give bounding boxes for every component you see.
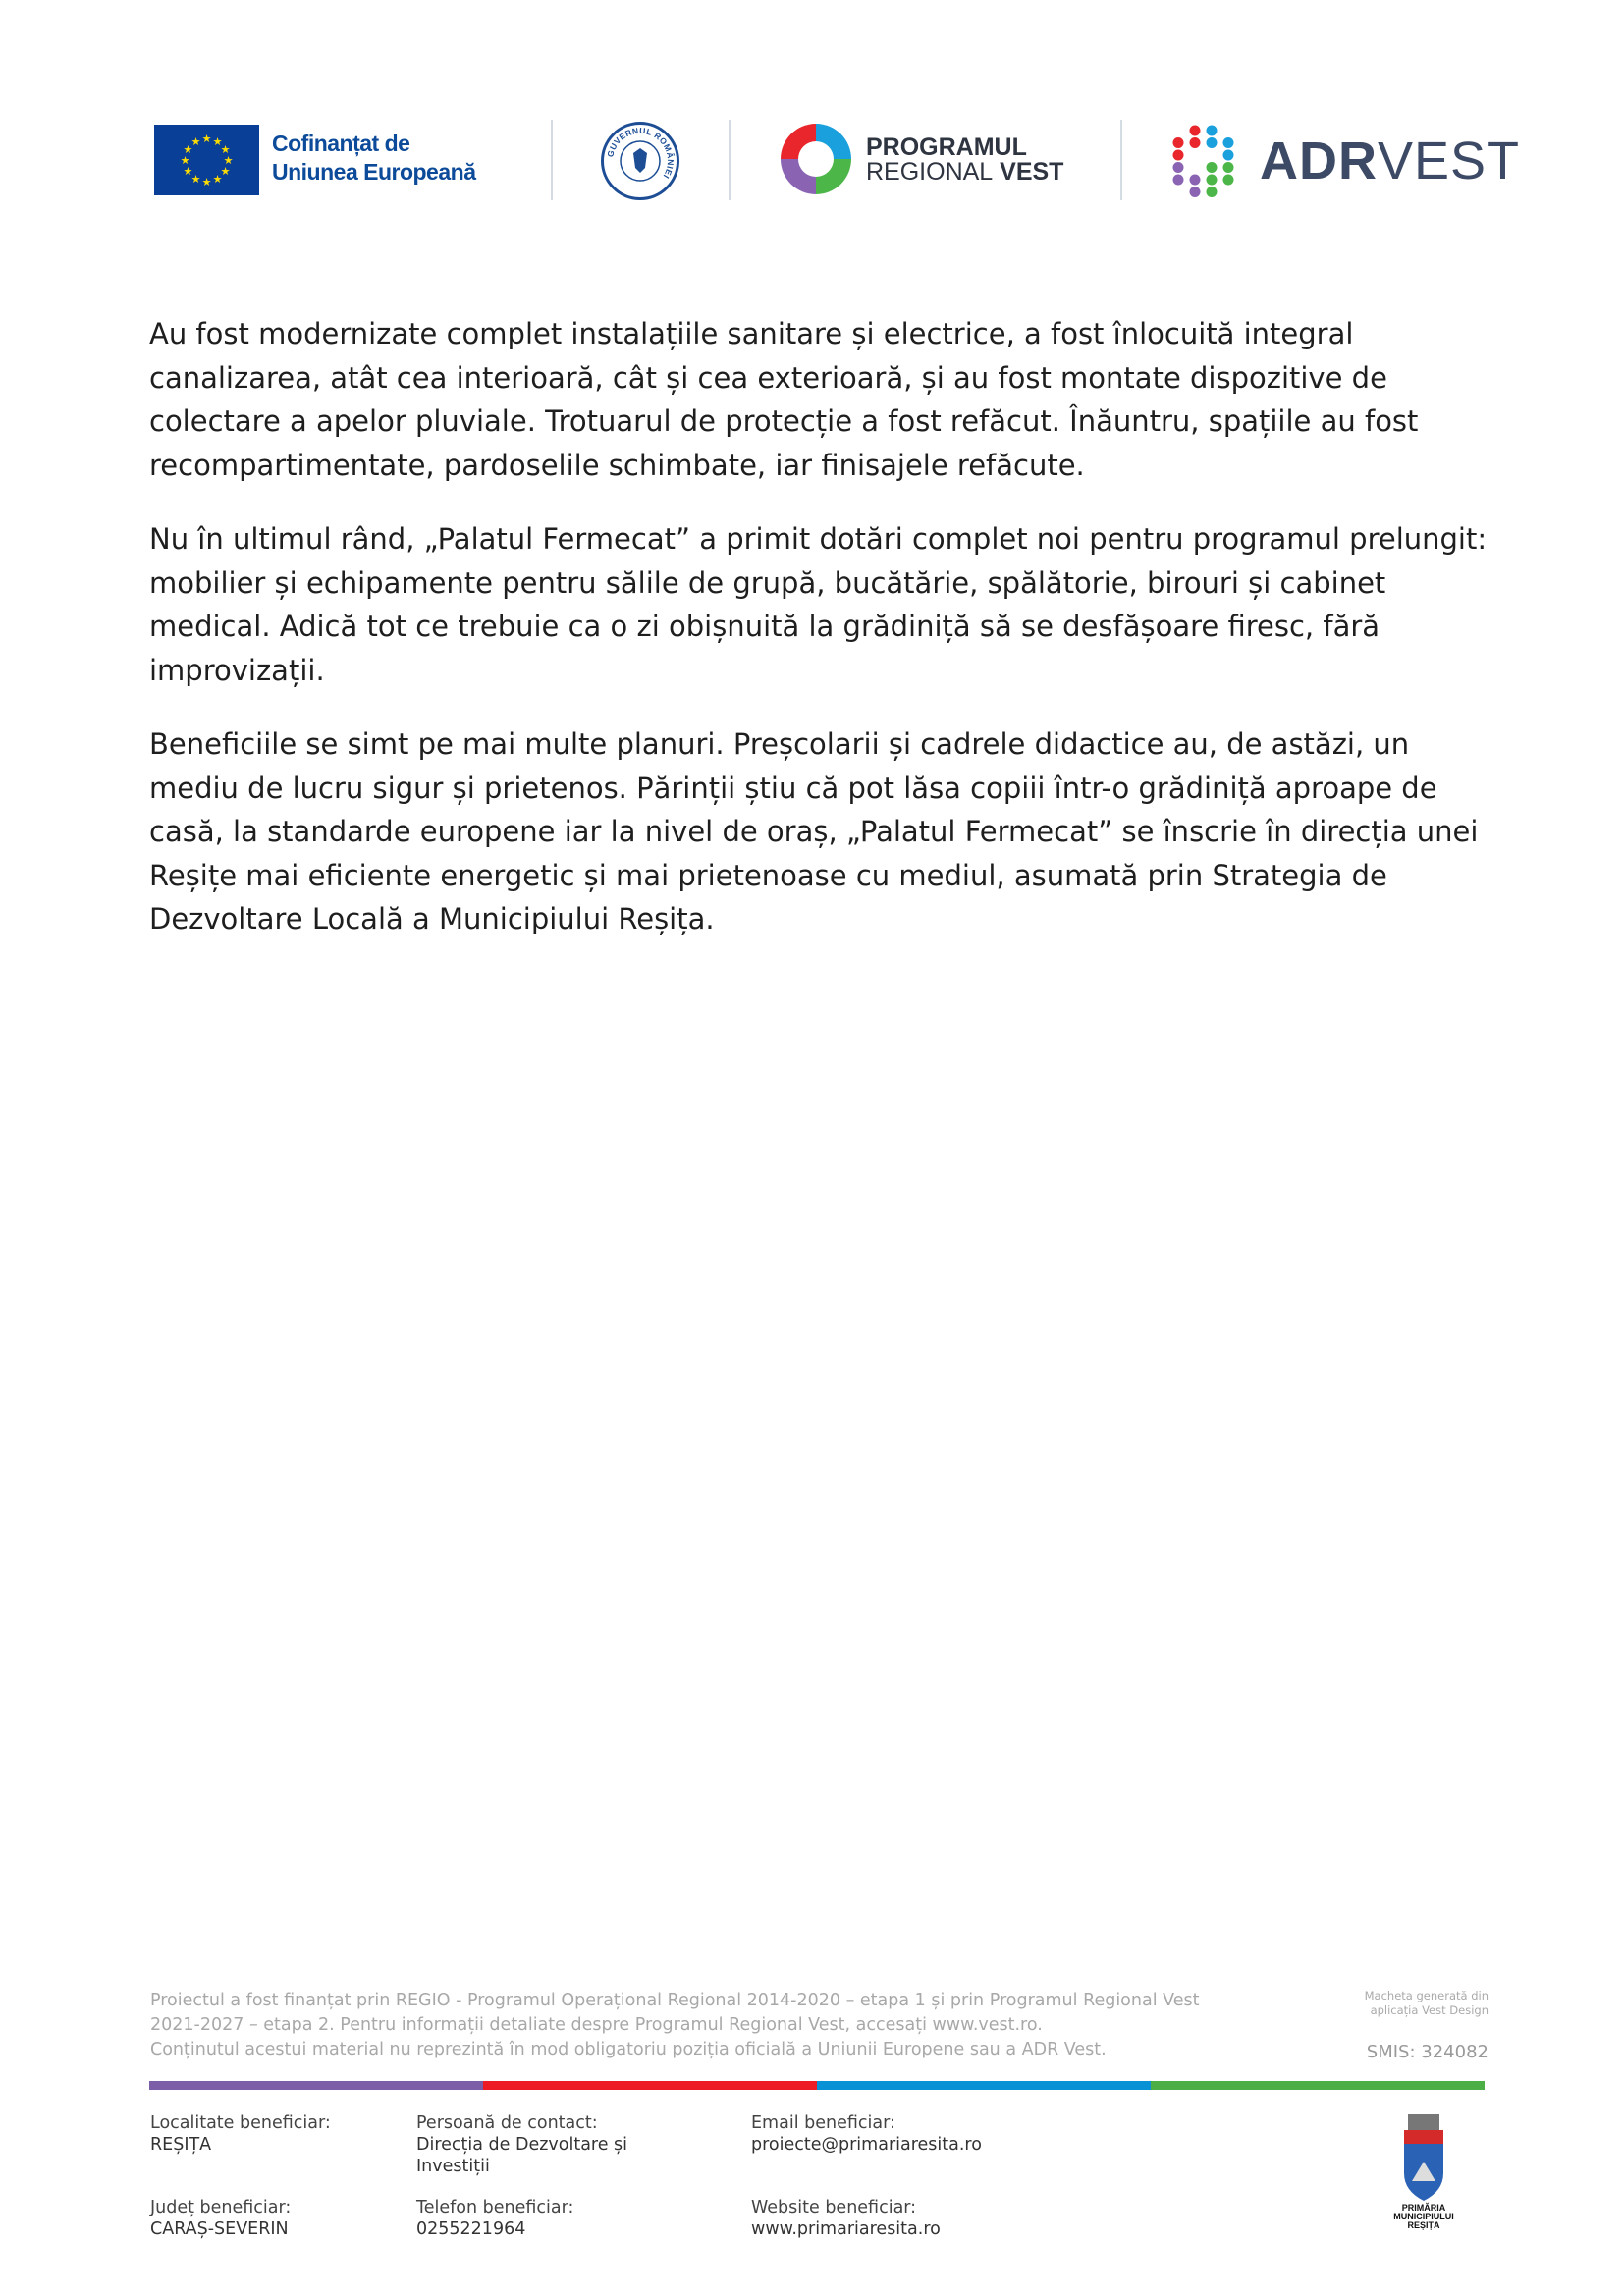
- paragraph: Beneficiile se simt pe mai multe planuri. Preșcolarii și cadrele didactice au, de astăzi, un mediu de lucru sigur și prietenos. Părinții știu că pot lăsa copiii într-o grădiniță aproape de casă, la standarde europene iar la nivel de oraș, „Palatul Fermecat” se înscrie în direcția unei Reșițe mai eficiente energetic și mai prietenoase cu mediul, asumată prin Strategia de Dezvoltare Locală a Municipiului Reșița.: [149, 727, 1479, 935]
- eu-cofinance-text: [272, 130, 475, 187]
- gov-seal-text: GUVERNUL ROMÂNIEI: [605, 125, 677, 181]
- svg-text:PRIMĂRIA: PRIMĂRIA: [1401, 2203, 1446, 2213]
- judet-block: [150, 2197, 386, 2240]
- adr-dot-icon: [1207, 175, 1218, 186]
- eu-star-icon: ★: [180, 154, 190, 167]
- eu-star-icon: ★: [201, 133, 212, 145]
- adr-dot-icon: [1207, 137, 1218, 148]
- adr-dot-icon: [1190, 137, 1201, 148]
- judet-value: CARAȘ-SEVERIN: [150, 2219, 289, 2239]
- adr-dot-icon: [1190, 187, 1201, 197]
- adr-vest-text: [1260, 131, 1520, 191]
- adr-dot-icon: [1173, 150, 1184, 161]
- contact-value: Direcția de Dezvoltare și Investiții: [416, 2135, 628, 2176]
- logo-divider: [551, 120, 553, 200]
- eu-star-icon: ★: [183, 143, 193, 156]
- eu-flag-logo: [154, 125, 259, 195]
- template-note: [1316, 1989, 1489, 2018]
- paragraph: Nu în ultimul rând, „Palatul Fermecat” a primit dotări complet noi pentru programul prelungit: mobilier și echipamente pentru sălile de grupă, bucătărie, spălătorie, birouri și cabinet medical. Adică tot ce trebuie ca o zi obișnuită la grădiniță să se desfășoare firesc, fără improvizații.: [149, 522, 1488, 687]
- color-stripe-divider: [149, 2081, 1485, 2090]
- template-note-line: Macheta generată din: [1364, 1989, 1489, 2002]
- adr-dot-icon: [1207, 162, 1218, 173]
- telefon-block: [416, 2197, 672, 2240]
- svg-text:MUNICIPIULUI: MUNICIPIULUI: [1393, 2212, 1454, 2221]
- article-body: [149, 312, 1494, 972]
- smis-code: SMIS: 324082: [1366, 2042, 1489, 2062]
- eu-star-icon: ★: [190, 134, 201, 148]
- template-note-line: aplicația Vest Design: [1370, 2003, 1489, 2017]
- primaria-resita-crest-logo: [1375, 2112, 1473, 2230]
- adr-dot-icon: [1223, 137, 1234, 148]
- prv-line-2-bold: VEST: [1000, 158, 1064, 186]
- adr-text-bold: ADR: [1260, 132, 1378, 190]
- website-label: Website beneficiar:: [751, 2198, 917, 2217]
- adr-dot-icon: [1190, 175, 1201, 186]
- eu-text-line-2: Uniunea Europeană: [272, 159, 476, 185]
- programul-regional-vest-swirl-logo: [779, 122, 853, 196]
- adr-dot-icon: [1190, 126, 1201, 136]
- eu-text-line-1: Cofinanțat de: [272, 131, 410, 156]
- adr-dot-icon: [1223, 150, 1234, 161]
- logo-divider: [1120, 120, 1122, 200]
- adr-vest-dots-logo: [1168, 124, 1239, 198]
- paragraph: Au fost modernizate complet instalațiile sanitare și electrice, a fost înlocuită integral canalizarea, atât cea interioară, cât și cea exterioară, și au fost montate dispozitive de colectare a apelor pluviale. Trotuarul de protecție a fost refăcut. Înăuntru, spațiile au fost recompartimentate, pardoselile schimbate, iar finisajele refăcute.: [149, 317, 1419, 482]
- eu-star-icon: ★: [212, 134, 223, 148]
- eu-star-icon: ★: [183, 165, 193, 178]
- disclaimer-line: Conținutul acestui material nu reprezintă în mod obligatoriu poziția oficială a Uniunii Europene sau a ADR Vest.: [150, 2040, 1107, 2059]
- adr-dot-icon: [1223, 162, 1234, 173]
- logo-divider: [729, 120, 731, 200]
- localitate-value: REȘIȚA: [150, 2135, 212, 2155]
- stripe-blue: [817, 2081, 1151, 2090]
- disclaimer-line: 2021-2027 – etapa 2. Pentru informații detaliate despre Programul Regional Vest, accesați www.vest.ro.: [150, 2015, 1043, 2035]
- adr-dot-icon: [1223, 175, 1234, 186]
- eu-star-icon: ★: [223, 154, 234, 167]
- disclaimer-line: Proiectul a fost finanțat prin REGIO - Programul Operațional Regional 2014-2020 – etapa 1 și prin Programul Regional Vest: [150, 1991, 1200, 2010]
- telefon-value: 0255221964: [416, 2219, 526, 2239]
- adr-dot-icon: [1173, 137, 1184, 148]
- contact-block: [416, 2112, 672, 2177]
- email-block: [751, 2112, 1144, 2156]
- adr-dot-icon: [1207, 187, 1218, 197]
- stripe-purple: [149, 2081, 483, 2090]
- judet-label: Județ beneficiar:: [150, 2198, 292, 2217]
- email-label: Email beneficiar:: [751, 2113, 895, 2133]
- localitate-label: Localitate beneficiar:: [150, 2113, 331, 2133]
- eu-star-icon: ★: [220, 143, 231, 156]
- stripe-green: [1151, 2081, 1485, 2090]
- funding-disclaimer: [150, 1989, 1309, 2062]
- prv-line-1: PROGRAMUL: [866, 133, 1027, 161]
- government-romania-seal-logo: [601, 122, 679, 200]
- adr-dot-icon: [1173, 175, 1184, 186]
- website-value[interactable]: www.primariaresita.ro: [751, 2219, 941, 2239]
- email-value[interactable]: proiecte@primariaresita.ro: [751, 2135, 982, 2155]
- localitate-block: [150, 2112, 386, 2156]
- eu-star-icon: ★: [212, 173, 223, 187]
- prv-line-2: REGIONAL: [866, 158, 994, 186]
- svg-text:REȘIȚA: REȘIȚA: [1407, 2220, 1440, 2230]
- eu-star-icon: ★: [220, 165, 231, 178]
- adr-dot-icon: [1207, 126, 1218, 136]
- website-block: [751, 2197, 1144, 2240]
- eu-star-icon: ★: [201, 176, 212, 188]
- stripe-red: [483, 2081, 817, 2090]
- adr-text-light: VEST: [1378, 132, 1521, 190]
- contact-label: Persoană de contact:: [416, 2113, 598, 2133]
- eu-star-icon: ★: [190, 173, 201, 187]
- adr-dot-icon: [1173, 162, 1184, 173]
- programul-regional-vest-text: [866, 135, 1063, 185]
- telefon-label: Telefon beneficiar:: [416, 2198, 574, 2217]
